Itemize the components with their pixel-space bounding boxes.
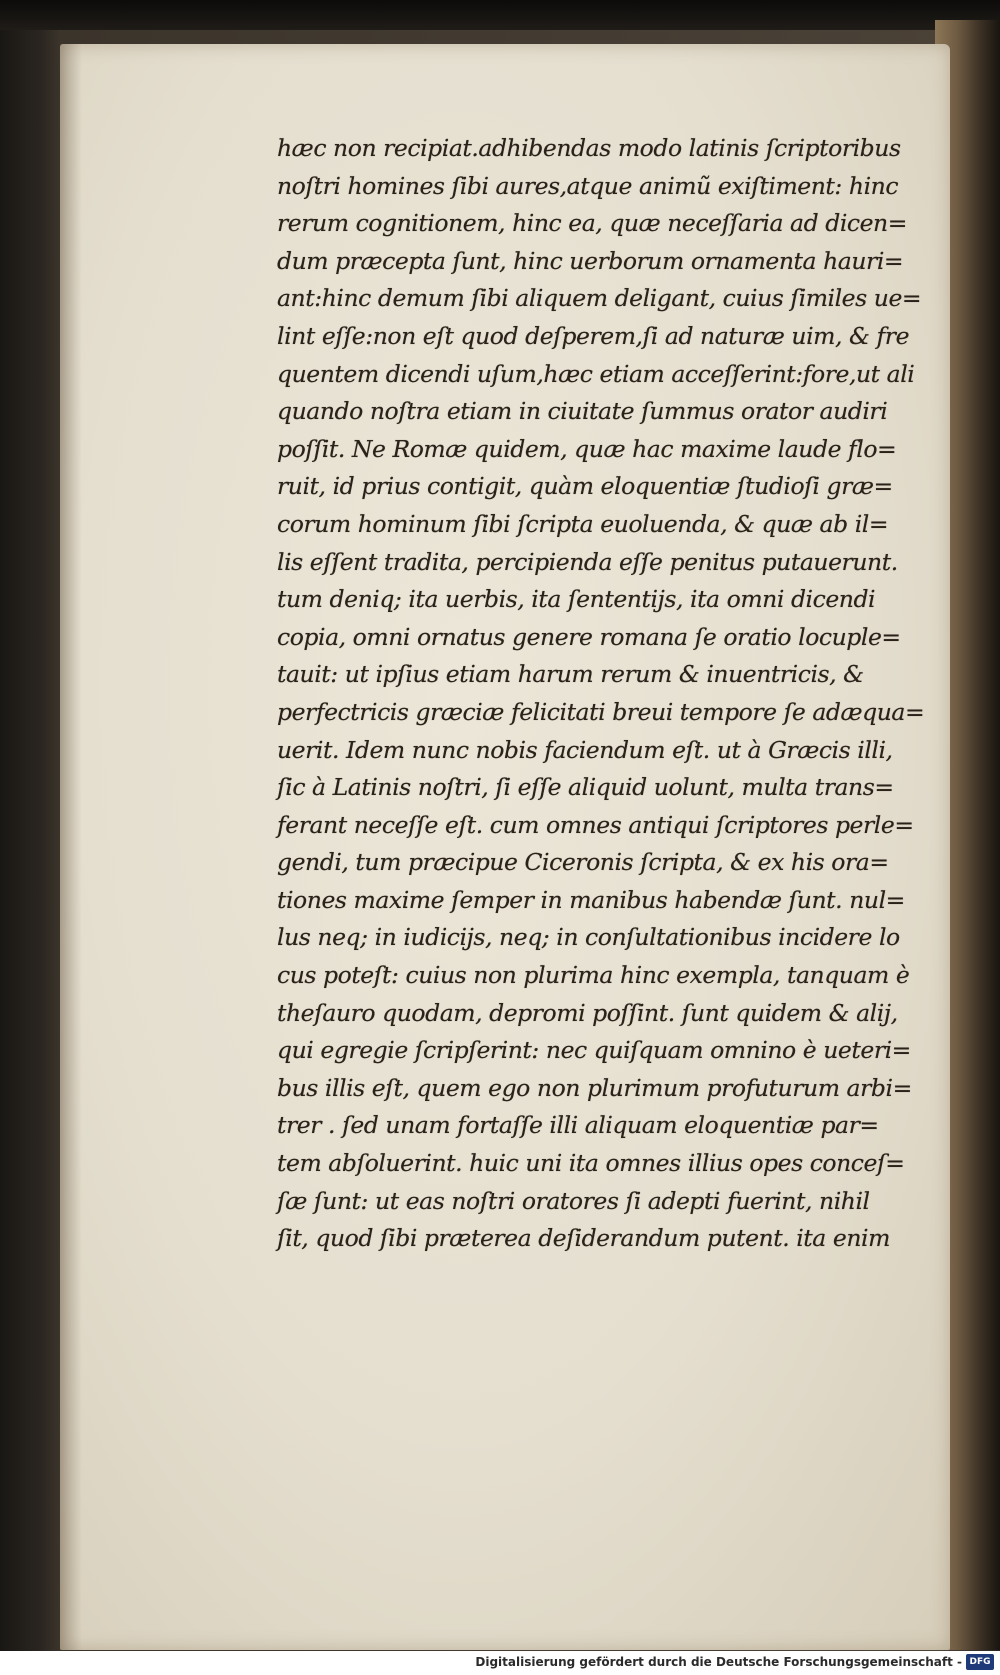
text-line: theſauro quodam, depromi poſſint. ſunt quidem & alij,: [277, 998, 898, 1027]
text-line: tum deniq; ita uerbis, ita ſententijs, ita omni dicendi: [277, 585, 876, 614]
text-line: bus illis eſt, quem ego non plurimum profuturum arbi=: [277, 1073, 912, 1102]
text-line: cus poteſt: cuius non plurima hinc exempla, tanquam è: [277, 961, 910, 990]
text-line: quando noſtra etiam in ciuitate ſummus orator audiri: [277, 397, 888, 426]
text-line: ruit, id prius contigit, quàm eloquentiæ ſtudioſi græ=: [277, 472, 893, 501]
text-line: lus neq; in iudicijs, neq; in conſultationibus incidere lo: [277, 923, 900, 952]
text-line: tauit: ut ipſius etiam harum rerum & inuentricis, &: [277, 660, 864, 689]
text-line: ſæ ſunt: ut eas noſtri oratores ſi adepti fuerint, nihil: [277, 1186, 870, 1215]
text-line: perfectricis græciæ felicitati breui tempore ſe adæqua=: [277, 697, 925, 726]
text-line: ſic à Latinis noſtri, ſi eſſe aliquid uolunt, multa trans=: [277, 773, 894, 802]
dfg-logo: DFG: [966, 1654, 994, 1670]
text-line: rerum cognitionem, hinc ea, quæ neceſſaria ad dicen=: [277, 209, 907, 238]
book-top-edge: [0, 0, 1000, 30]
text-line: lint eſſe:non eſt quod deſperem,ſi ad naturæ uim, & fre: [277, 321, 910, 350]
text-line: poſſit. Ne Romæ quidem, quæ hac maxime laude flo=: [277, 434, 897, 463]
text-line: uerit. Idem nunc nobis faciendum eſt. ut à Græcis illi,: [277, 735, 893, 764]
text-line: noſtri homines ſibi aures,atque animũ exiſtiment: hinc: [277, 171, 899, 200]
text-line: trer . ſed unam fortaſſe illi aliquam eloquentiæ par=: [277, 1111, 879, 1140]
text-line: copia, omni ornatus genere romana ſe oratio locuple=: [277, 622, 901, 651]
text-line: corum hominum ſibi ſcripta euoluenda, & quæ ab il=: [277, 509, 889, 538]
text-line: lis eſſent tradita, percipienda eſſe penitus putauerunt.: [277, 547, 898, 576]
text-line: tem abſoluerint. huic uni ita omnes illius opes conceſ=: [277, 1149, 905, 1178]
text-line: dum præcepta ſunt, hinc uerborum ornamenta hauri=: [277, 246, 904, 275]
text-line: gendi, tum præcipue Ciceronis ſcripta, & ex his ora=: [277, 848, 889, 877]
text-line: hæc non recipiat.adhibendas modo latinis ſcriptoribus: [277, 134, 901, 162]
text-line: ſit, quod ſibi præterea deſiderandum putent. ita enim: [277, 1224, 890, 1253]
text-line: quentem dicendi uſum,hæc etiam acceſſerint:fore,ut ali: [277, 359, 915, 388]
page-gutter-shadow: [60, 44, 82, 1650]
text-line: ant:hinc demum ſibi aliquem deligant, cuius ſimiles ue=: [277, 284, 922, 313]
text-line: qui egregie ſcripſerint: nec quiſquam omnino è ueteri=: [277, 1036, 911, 1065]
page-text: [277, 130, 932, 1258]
funding-credit: Digitalisierung gefördert durch die Deutsche Forschungsgemeinschaft -: [475, 1655, 962, 1669]
text-line: ferant neceſſe eſt. cum omnes antiqui ſcriptores perle=: [277, 810, 914, 839]
text-line: tiones maxime ſemper in manibus habendæ ſunt. nul=: [277, 885, 905, 914]
